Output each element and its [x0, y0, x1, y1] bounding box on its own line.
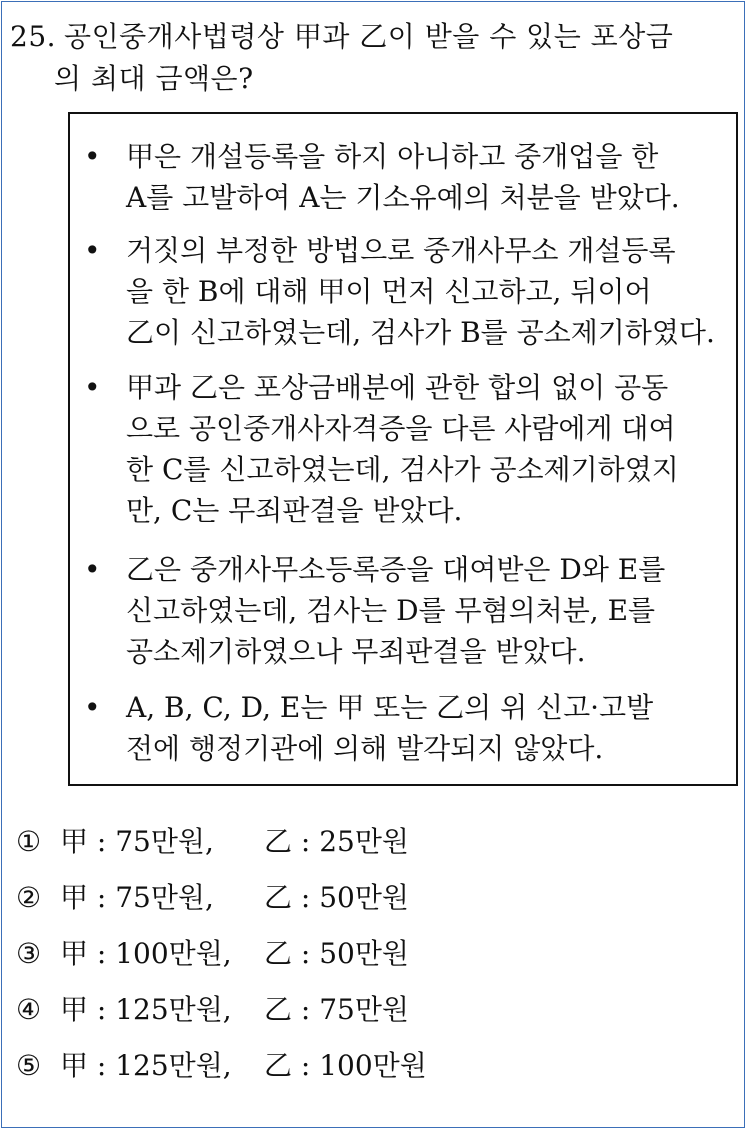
condition-line: 전에 행정기관에 의해 발각되지 않았다. — [126, 732, 604, 765]
choice-number: ③ — [16, 937, 42, 970]
bullet-icon: • — [84, 691, 101, 724]
choice-gap-amount: 甲 : 125만원, — [60, 993, 232, 1026]
choice-number: ② — [16, 881, 42, 914]
choice-gap-amount: 甲 : 100만원, — [60, 937, 232, 970]
condition-line: 乙은 중개사무소등록증을 대여받은 D와 E를 — [126, 553, 666, 586]
condition-text — [126, 230, 726, 353]
condition-line: 을 한 B에 대해 甲이 먼저 신고하고, 뒤이어 — [126, 275, 652, 308]
choice-gap-amount: 甲 : 125만원, — [60, 1049, 232, 1082]
question-stem — [10, 16, 740, 100]
condition-line: 신고하였는데, 검사는 D를 무혐의처분, E를 — [126, 594, 656, 627]
choice-5[interactable] — [16, 1044, 427, 1088]
choice-number: ⑤ — [16, 1049, 42, 1082]
choice-number: ① — [16, 825, 42, 858]
choice-4[interactable] — [16, 988, 409, 1032]
choice-2[interactable] — [16, 876, 409, 920]
question-line-2: 의 최대 금액은? — [54, 62, 254, 95]
condition-text — [126, 549, 726, 672]
condition-line: A를 고발하여 A는 기소유예의 처분을 받았다. — [126, 181, 680, 214]
bullet-icon: • — [84, 140, 101, 173]
choice-3[interactable] — [16, 932, 409, 976]
condition-line: 甲과 乙은 포상금배분에 관한 합의 없이 공동 — [126, 371, 669, 404]
choice-gap-amount: 甲 : 75만원, — [60, 881, 214, 914]
choice-gap-amount: 甲 : 75만원, — [60, 825, 214, 858]
condition-line: 甲은 개설등록을 하지 아니하고 중개업을 한 — [126, 140, 659, 173]
choice-eul-amount: 乙 : 100만원 — [264, 1049, 427, 1082]
question-number: 25. — [10, 20, 57, 53]
condition-line: 만, C는 무죄판결을 받았다. — [126, 494, 463, 527]
choice-eul-amount: 乙 : 50만원 — [264, 937, 409, 970]
question-line-1 — [10, 16, 740, 58]
choice-eul-amount: 乙 : 25만원 — [264, 825, 409, 858]
bullet-icon: • — [84, 553, 101, 586]
question-text-1: 공인중개사법령상 甲과 乙이 받을 수 있는 포상금 — [64, 20, 674, 53]
condition-line: 한 C를 신고하였는데, 검사가 공소제기하였지 — [126, 453, 679, 486]
condition-box — [68, 112, 738, 786]
choice-number: ④ — [16, 993, 42, 1026]
condition-line: 거짓의 부정한 방법으로 중개사무소 개설등록 — [126, 234, 676, 267]
bullet-icon: • — [84, 371, 101, 404]
condition-line: 공소제기하였으나 무죄판결을 받았다. — [126, 635, 586, 668]
choice-1[interactable] — [16, 820, 409, 864]
condition-line: A, B, C, D, E는 甲 또는 乙의 위 신고·고발 — [126, 691, 654, 724]
choice-eul-amount: 乙 : 50만원 — [264, 881, 409, 914]
condition-text — [126, 136, 726, 218]
condition-line: 乙이 신고하였는데, 검사가 B를 공소제기하였다. — [126, 316, 715, 349]
condition-text — [126, 367, 726, 531]
condition-text — [126, 687, 726, 769]
bullet-icon: • — [84, 234, 101, 267]
choice-eul-amount: 乙 : 75만원 — [264, 993, 409, 1026]
condition-line: 으로 공인중개사자격증을 다른 사람에게 대여 — [126, 412, 676, 445]
